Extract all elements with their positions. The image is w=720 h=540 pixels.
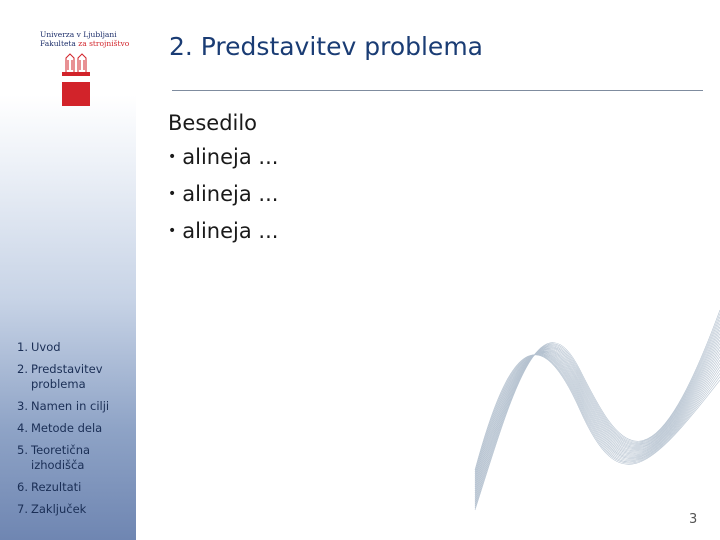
- nav-item-number: 3.: [17, 399, 28, 413]
- nav-item-label: Rezultati: [31, 480, 82, 494]
- section-navigation: [17, 340, 136, 524]
- nav-item-label: Uvod: [31, 340, 61, 354]
- nav-item-number: 7.: [17, 502, 28, 516]
- nav-item-number: 5.: [17, 443, 28, 457]
- bullet-item: [168, 140, 278, 177]
- bullet-dot-icon: •: [168, 186, 177, 202]
- slide-content: [168, 106, 278, 251]
- bullet-text: alineja ...: [182, 219, 279, 243]
- bullet-dot-icon: •: [168, 223, 177, 239]
- nav-item-metode-dela[interactable]: [17, 421, 136, 436]
- bullet-dot-icon: •: [168, 149, 177, 165]
- slide-title: 2. Predstavitev problema: [169, 32, 483, 61]
- nav-item-predstavitev-problema[interactable]: [17, 362, 136, 392]
- nav-item-label: Teoretična izhodišča: [31, 443, 91, 472]
- nav-item-number: 6.: [17, 480, 28, 494]
- nav-item-uvod[interactable]: [17, 340, 136, 355]
- nav-item-rezultati[interactable]: [17, 480, 136, 495]
- nav-item-label: Namen in cilji: [31, 399, 110, 413]
- university-logo: [22, 30, 130, 106]
- bullet-text: alineja ...: [182, 145, 279, 169]
- nav-item-label: Zaključek: [31, 502, 87, 516]
- nav-item-teoreticna-izhodisca[interactable]: [17, 443, 136, 473]
- bullet-item: [168, 214, 278, 251]
- bullet-item: [168, 177, 278, 214]
- logo-faculty-name: [40, 39, 129, 48]
- nav-item-number: 4.: [17, 421, 28, 435]
- nav-item-number: 2.: [17, 362, 28, 376]
- logo-faculty-prefix: Fakulteta: [40, 39, 79, 48]
- logo-university-name: Univerza v Ljubljani: [40, 30, 117, 39]
- content-heading: Besedilo: [168, 111, 258, 135]
- nav-item-number: 1.: [17, 340, 28, 354]
- bullet-text: alineja ...: [182, 182, 279, 206]
- decorative-wave-lines: [470, 250, 720, 540]
- title-divider: [172, 90, 703, 91]
- nav-item-label: Metode dela: [31, 421, 103, 435]
- nav-item-label: Predstavitev problema: [31, 362, 103, 391]
- logo-faculty-suffix: za strojništvo: [78, 39, 130, 48]
- nav-item-namen-in-cilji[interactable]: [17, 399, 136, 414]
- nav-item-zakljucek[interactable]: [17, 502, 136, 517]
- page-number: 3: [689, 512, 698, 527]
- faculty-emblem-icon: [62, 50, 90, 106]
